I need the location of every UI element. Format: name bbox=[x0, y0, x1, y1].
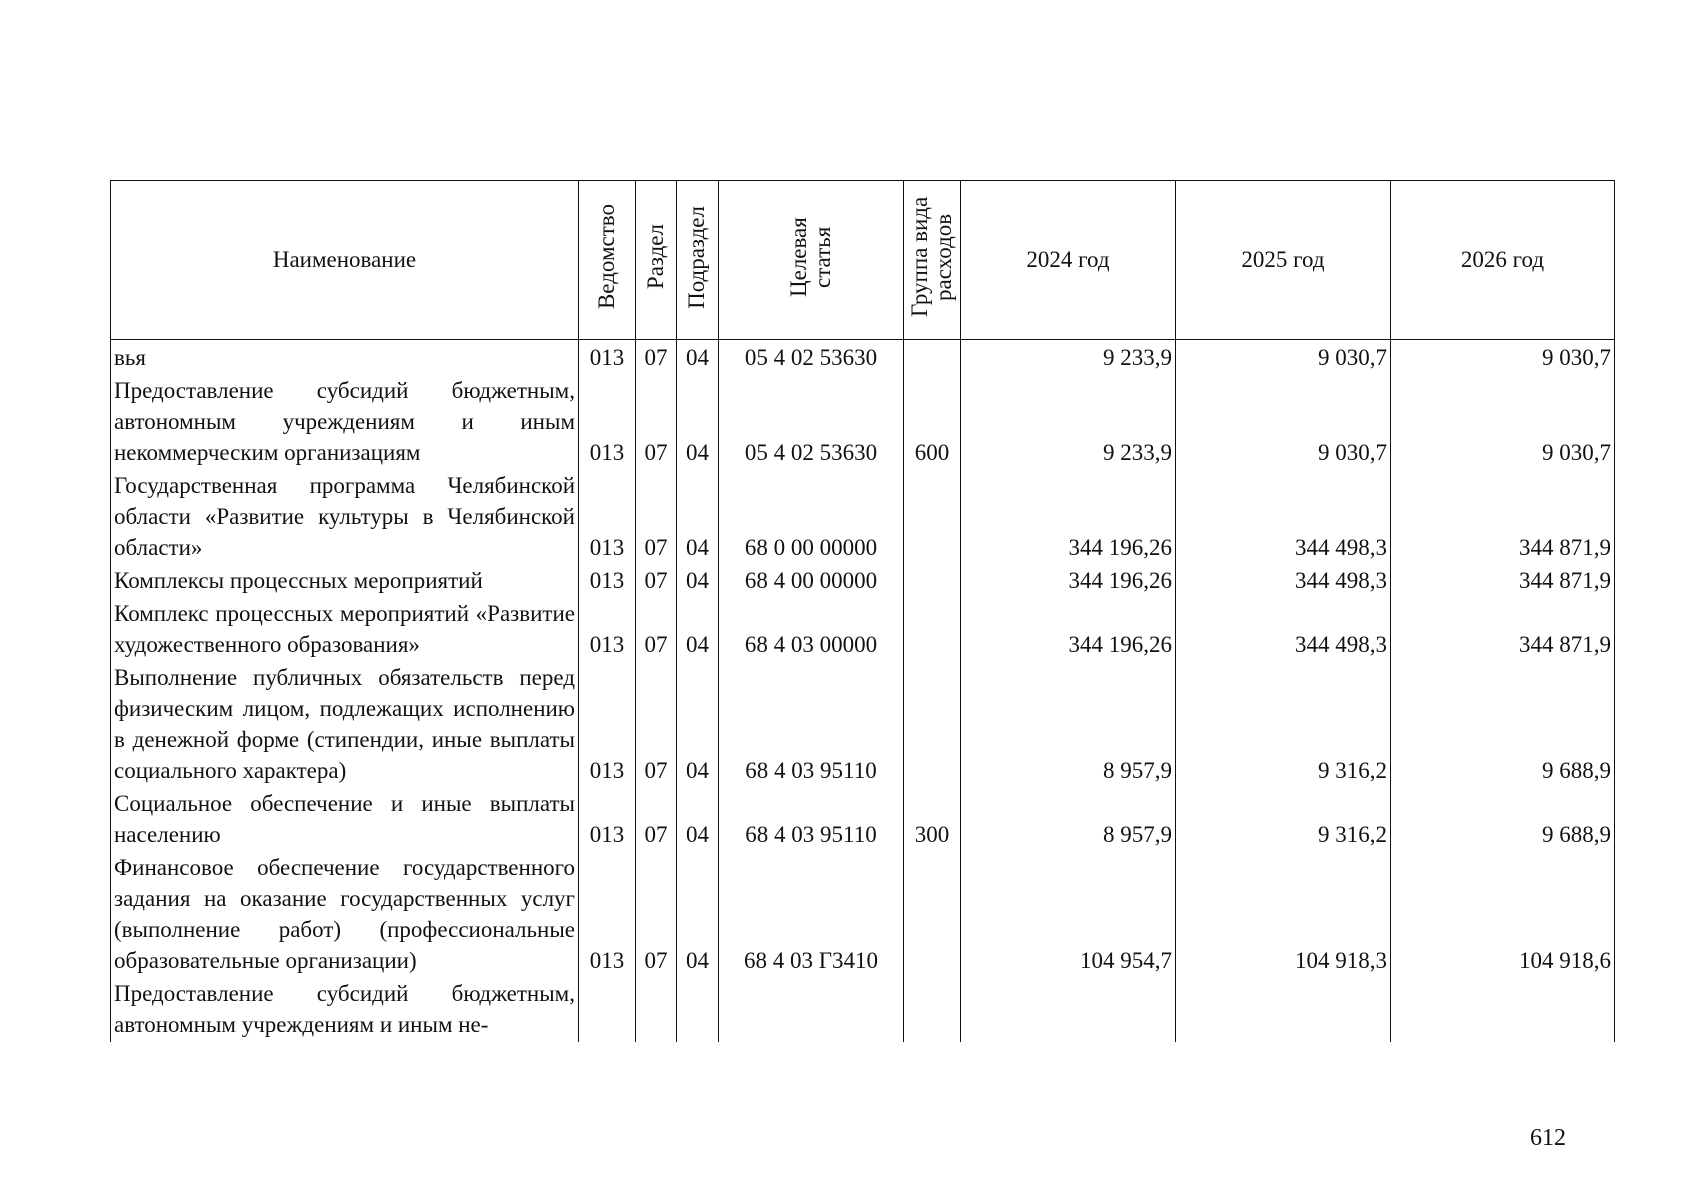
table-row bbox=[111, 375, 1615, 470]
row-vedomstvo: 013 bbox=[579, 375, 636, 470]
row-razdel: 07 bbox=[636, 470, 677, 565]
row-razdel bbox=[636, 978, 677, 1042]
row-value-2026: 344 871,9 bbox=[1391, 565, 1615, 598]
row-name: Выполнение публичных обязательств перед физическим лицом, подлежащих исполнению в денежной форме (стипендии, иные выплаты социального характера) bbox=[111, 662, 579, 788]
row-gruppa-vida-rashodov bbox=[904, 978, 961, 1042]
row-value-2025: 344 498,3 bbox=[1176, 598, 1391, 662]
row-value-2025: 9 316,2 bbox=[1176, 662, 1391, 788]
row-vedomstvo: 013 bbox=[579, 470, 636, 565]
budget-table bbox=[110, 180, 1615, 1042]
row-gruppa-vida-rashodov: 600 bbox=[904, 375, 961, 470]
row-gruppa-vida-rashodov bbox=[904, 662, 961, 788]
table-row bbox=[111, 852, 1615, 978]
row-podrazdel bbox=[677, 978, 719, 1042]
row-value-2025: 9 316,2 bbox=[1176, 788, 1391, 852]
row-value-2024: 344 196,26 bbox=[961, 565, 1176, 598]
row-vedomstvo: 013 bbox=[579, 852, 636, 978]
row-vedomstvo: 013 bbox=[579, 662, 636, 788]
row-value-2024: 9 233,9 bbox=[961, 375, 1176, 470]
header-podrazdel: Подраздел bbox=[677, 181, 719, 340]
row-vedomstvo: 013 bbox=[579, 598, 636, 662]
row-razdel: 07 bbox=[636, 375, 677, 470]
header-celevaya-statya: Целевая статья bbox=[719, 181, 904, 340]
row-celevaya-statya: 05 4 02 53630 bbox=[719, 375, 904, 470]
row-value-2024: 8 957,9 bbox=[961, 788, 1176, 852]
table-row bbox=[111, 978, 1615, 1042]
table-row bbox=[111, 662, 1615, 788]
row-gruppa-vida-rashodov bbox=[904, 598, 961, 662]
row-razdel: 07 bbox=[636, 788, 677, 852]
row-value-2025: 104 918,3 bbox=[1176, 852, 1391, 978]
row-value-2024: 104 954,7 bbox=[961, 852, 1176, 978]
row-name: Предоставление субсидий бюджетным, автономным учреждениям и иным некоммерческим организациям bbox=[111, 375, 579, 470]
row-value-2024: 8 957,9 bbox=[961, 662, 1176, 788]
row-value-2026: 9 688,9 bbox=[1391, 788, 1615, 852]
row-vedomstvo: 013 bbox=[579, 565, 636, 598]
row-celevaya-statya: 68 4 03 95110 bbox=[719, 788, 904, 852]
table-row bbox=[111, 565, 1615, 598]
table-row bbox=[111, 598, 1615, 662]
row-name: Предоставление субсидий бюджетным, автономным учреждениям и иным не- bbox=[111, 978, 579, 1042]
row-celevaya-statya: 05 4 02 53630 bbox=[719, 340, 904, 376]
row-value-2026: 9 030,7 bbox=[1391, 340, 1615, 376]
row-value-2026 bbox=[1391, 978, 1615, 1042]
row-celevaya-statya: 68 0 00 00000 bbox=[719, 470, 904, 565]
row-value-2024 bbox=[961, 978, 1176, 1042]
row-podrazdel: 04 bbox=[677, 852, 719, 978]
header-gruppa-vida-rashodov: Группа вида расходов bbox=[904, 181, 961, 340]
row-value-2026: 9 030,7 bbox=[1391, 375, 1615, 470]
row-gruppa-vida-rashodov bbox=[904, 852, 961, 978]
row-value-2026: 344 871,9 bbox=[1391, 470, 1615, 565]
row-celevaya-statya: 68 4 03 Г3410 bbox=[719, 852, 904, 978]
row-name: Комплексы процессных мероприятий bbox=[111, 565, 579, 598]
row-name: вья bbox=[111, 340, 579, 376]
row-value-2025: 344 498,3 bbox=[1176, 470, 1391, 565]
row-value-2025: 9 030,7 bbox=[1176, 375, 1391, 470]
row-vedomstvo: 013 bbox=[579, 788, 636, 852]
row-vedomstvo bbox=[579, 978, 636, 1042]
row-podrazdel: 04 bbox=[677, 340, 719, 376]
row-name: Государственная программа Челябинской области «Развитие культуры в Челябинской области» bbox=[111, 470, 579, 565]
row-gruppa-vida-rashodov bbox=[904, 340, 961, 376]
row-podrazdel: 04 bbox=[677, 375, 719, 470]
row-podrazdel: 04 bbox=[677, 470, 719, 565]
table-row bbox=[111, 470, 1615, 565]
header-vedomstvo: Ведомство bbox=[579, 181, 636, 340]
row-value-2025: 344 498,3 bbox=[1176, 565, 1391, 598]
row-gruppa-vida-rashodov: 300 bbox=[904, 788, 961, 852]
row-podrazdel: 04 bbox=[677, 662, 719, 788]
row-value-2026: 104 918,6 bbox=[1391, 852, 1615, 978]
row-celevaya-statya bbox=[719, 978, 904, 1042]
row-podrazdel: 04 bbox=[677, 788, 719, 852]
row-gruppa-vida-rashodov bbox=[904, 565, 961, 598]
row-celevaya-statya: 68 4 00 00000 bbox=[719, 565, 904, 598]
table-row bbox=[111, 788, 1615, 852]
header-razdel: Раздел bbox=[636, 181, 677, 340]
row-razdel: 07 bbox=[636, 598, 677, 662]
row-value-2024: 9 233,9 bbox=[961, 340, 1176, 376]
header-2026: 2026 год bbox=[1391, 181, 1615, 340]
row-value-2024: 344 196,26 bbox=[961, 598, 1176, 662]
row-podrazdel: 04 bbox=[677, 598, 719, 662]
row-name: Финансовое обеспечение государственного задания на оказание государственных услуг (выполнение работ) (профессиональные образовательные организации) bbox=[111, 852, 579, 978]
row-celevaya-statya: 68 4 03 00000 bbox=[719, 598, 904, 662]
row-value-2026: 344 871,9 bbox=[1391, 598, 1615, 662]
row-podrazdel: 04 bbox=[677, 565, 719, 598]
row-value-2025 bbox=[1176, 978, 1391, 1042]
row-celevaya-statya: 68 4 03 95110 bbox=[719, 662, 904, 788]
row-name: Социальное обеспечение и иные выплаты населению bbox=[111, 788, 579, 852]
row-value-2026: 9 688,9 bbox=[1391, 662, 1615, 788]
page-number: 612 bbox=[1530, 1125, 1566, 1151]
row-value-2024: 344 196,26 bbox=[961, 470, 1176, 565]
row-razdel: 07 bbox=[636, 340, 677, 376]
header-2025: 2025 год bbox=[1176, 181, 1391, 340]
header-name: Наименование bbox=[111, 181, 579, 340]
row-razdel: 07 bbox=[636, 662, 677, 788]
row-vedomstvo: 013 bbox=[579, 340, 636, 376]
row-razdel: 07 bbox=[636, 852, 677, 978]
row-name: Комплекс процессных мероприятий «Развитие художественного образования» bbox=[111, 598, 579, 662]
table-row bbox=[111, 340, 1615, 376]
row-value-2025: 9 030,7 bbox=[1176, 340, 1391, 376]
table-header-row bbox=[111, 181, 1615, 340]
row-gruppa-vida-rashodov bbox=[904, 470, 961, 565]
header-2024: 2024 год bbox=[961, 181, 1176, 340]
row-razdel: 07 bbox=[636, 565, 677, 598]
